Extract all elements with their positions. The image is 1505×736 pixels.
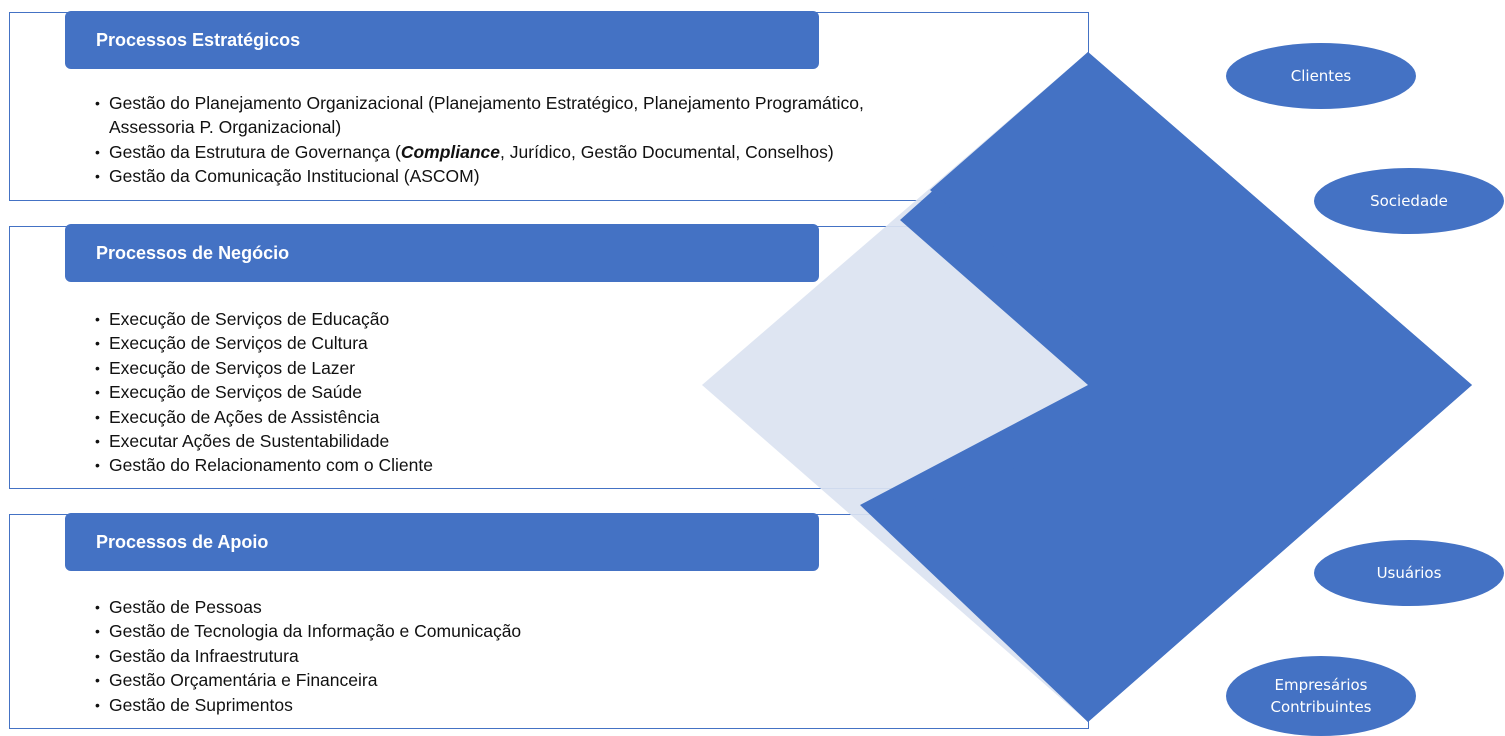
list-item-text: Executar Ações de Sustentabilidade [109, 431, 390, 452]
stakeholder-label: Sociedade [1370, 192, 1448, 210]
arrow-dark-body [1088, 52, 1472, 722]
stakeholder-usuarios [1314, 540, 1504, 606]
list-item-text: Gestão de Suprimentos [109, 694, 293, 715]
stakeholder-label-line2: Contribuintes [1270, 698, 1372, 716]
list-item-text: Gestão de Pessoas [109, 597, 262, 617]
stakeholder-clientes [1226, 43, 1416, 109]
list-item-text: Gestão do Relacionamento com o Cliente [109, 455, 433, 476]
stakeholder-label: Clientes [1290, 67, 1352, 85]
list-item-text: Gestão da Comunicação Institucional (ASCOM) [109, 166, 480, 187]
stakeholder-sociedade [1314, 168, 1504, 234]
list-item-text: Execução de Serviços de Saúde [109, 382, 362, 403]
stakeholder-label: Usuários [1376, 564, 1442, 582]
list-item-text: Gestão da Estrutura de Governança ( [109, 141, 401, 162]
list-item-text: Execução de Serviços de Lazer [109, 357, 356, 378]
list-item-text: Execução de Serviços de Educação [109, 309, 390, 329]
stakeholder-label [1270, 674, 1371, 718]
support-processes-title: Processos de Apoio [65, 513, 819, 571]
compliance-emphasis: Compliance [400, 141, 501, 162]
list-item-text-continued: Assessoria P. Organizacional) [109, 117, 342, 138]
list-item-text: Execução de Ações de Assistência [109, 406, 380, 427]
stakeholder-empresarios [1226, 656, 1416, 736]
business-processes-title: Processos de Negócio [65, 224, 819, 282]
strategic-processes-title: Processos Estratégicos [65, 11, 819, 69]
list-item-text: Gestão do Planejamento Organizacional (Planejamento Estratégico, Planejamento Programático, [109, 93, 864, 113]
stakeholder-label-line1: Empresários [1274, 676, 1368, 694]
list-item-text: Gestão Orçamentária e Financeira [109, 670, 378, 691]
list-item-text: Gestão da Infraestrutura [109, 645, 299, 666]
list-item-text-suffix: , Jurídico, Gestão Documental, Conselhos) [500, 141, 834, 162]
list-item-text: Gestão de Tecnologia da Informação e Comunicação [109, 621, 522, 642]
list-item-text: Execução de Serviços de Cultura [109, 333, 368, 354]
